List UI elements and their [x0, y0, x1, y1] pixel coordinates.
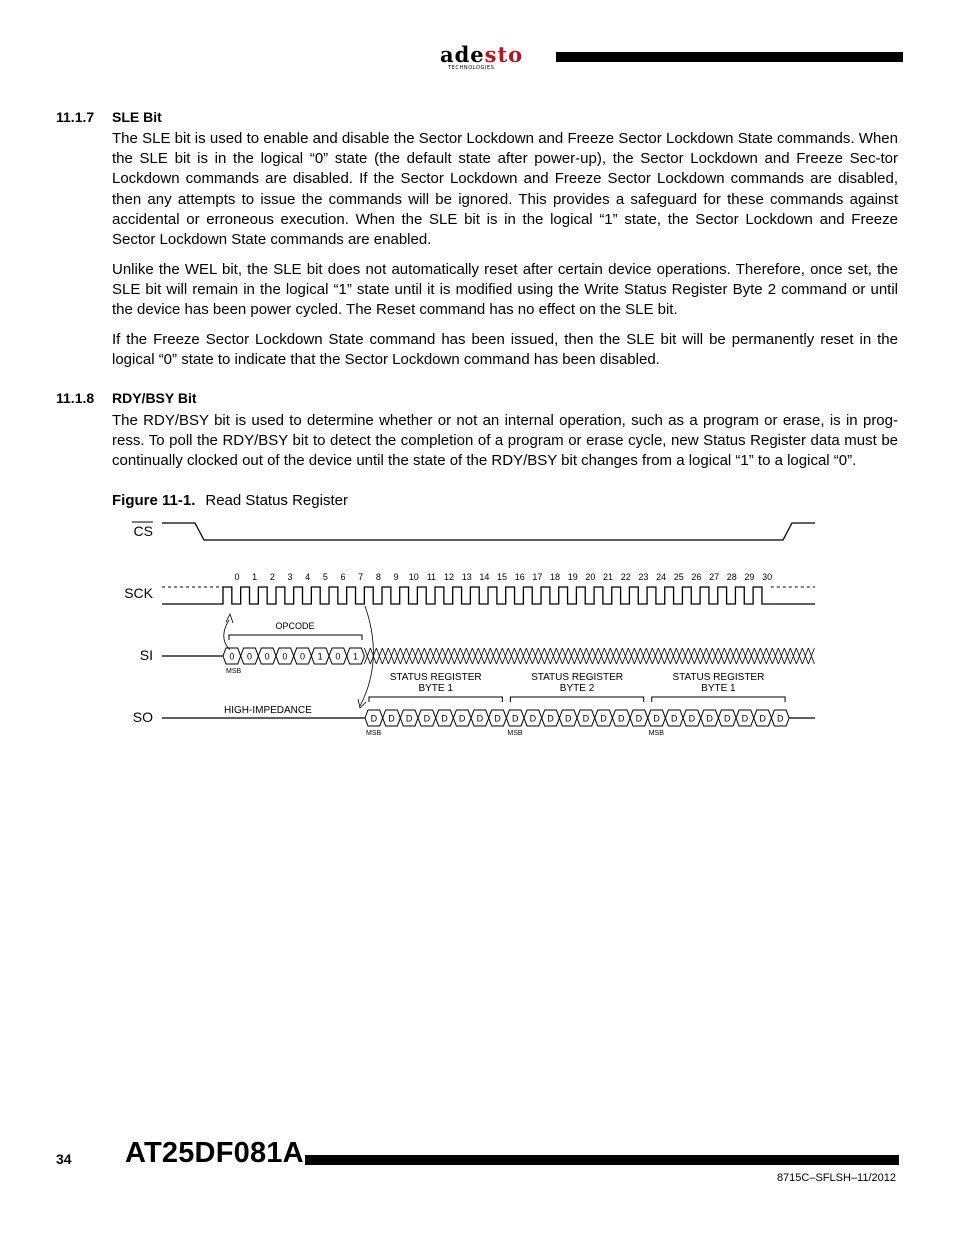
clock-edge-arrow: [360, 606, 373, 706]
status-register-byte-label: BYTE 1: [701, 683, 736, 694]
so-data-bit: D: [635, 713, 643, 724]
so-data-bit: D: [688, 713, 696, 724]
si-dont-care-hatch: [364, 648, 814, 664]
so-data-bit: D: [511, 713, 519, 724]
logo-main-text: ade: [440, 42, 485, 67]
clock-number: 11: [426, 572, 437, 582]
so-data-bit: D: [670, 713, 678, 724]
clock-number: 26: [691, 572, 702, 582]
so-data-bit: D: [564, 713, 572, 724]
so-data-bit: D: [441, 713, 448, 724]
arrow-head: [226, 614, 233, 623]
logo-subtitle: TECHNOLOGIES: [448, 65, 495, 71]
so-data-bit: D: [741, 713, 749, 724]
clock-number: 17: [532, 572, 543, 582]
clock-number: 0: [234, 572, 240, 582]
status-register-label: STATUS REGISTER: [672, 672, 765, 683]
byte-brace: [369, 697, 502, 702]
so-data-bit: D: [776, 713, 784, 724]
sck-label: SCK: [124, 585, 153, 601]
opcode-bit: 0: [335, 651, 341, 662]
msb-label: MSB: [226, 668, 242, 675]
opcode-label: OPCODE: [275, 621, 315, 631]
clock-number: 22: [620, 572, 631, 582]
opcode-bit: 0: [246, 651, 253, 662]
sck-waveform: [162, 587, 771, 604]
clock-number: 30: [762, 572, 773, 582]
so-data-bit: D: [423, 713, 431, 724]
opcode-bit: 1: [353, 651, 359, 662]
msb-label: MSB: [648, 730, 664, 737]
clock-number: 15: [497, 572, 508, 582]
so-data-bit: D: [600, 713, 607, 724]
so-data-bit: D: [529, 713, 537, 724]
so-data-bit: D: [723, 713, 731, 724]
clock-number: 13: [461, 572, 472, 582]
byte-brace: [510, 697, 643, 702]
clock-number: 16: [514, 572, 525, 582]
cs-label: CS: [133, 523, 153, 539]
so-data-bit: D: [706, 713, 713, 724]
clock-number: 8: [375, 572, 381, 582]
clock-number: 20: [585, 572, 596, 582]
clock-number: 19: [567, 572, 578, 582]
so-data-bit: D: [759, 713, 766, 724]
figure-title: Read Status Register: [205, 492, 348, 509]
product-name: AT25DF081A: [125, 1137, 304, 1169]
opcode-bit: 0: [282, 651, 288, 662]
paragraph: The SLE bit is used to enable and disable the Sector Lockdown and Freeze Sector Lockdown State commands. When the SLE bit is in the logical “0” state (the default state after power-up), the Sector Lockdown and Freeze Sec-tor Lockdown commands are disabled. If the Sector Lockdown and Freeze Sector Lockdown commands are disabled, then any attempts to issue the commands will be ignored. This provides a safeguard for these commands against accidental or erroneous execution. When the SLE bit is in the logical “1” state, the Sector Lockdown and Freeze Sector Lockdown State commands are enabled.: [112, 130, 898, 249]
clock-number: 1: [252, 572, 258, 582]
paragraph: If the Freeze Sector Lockdown State command has been issued, then the SLE bit will be permanently reset in the logical “0” state to indicate that the Sector Lockdown command has been disabled.: [112, 331, 898, 369]
so-data-bit: D: [494, 713, 501, 724]
clock-number: 2: [269, 572, 275, 582]
opcode-brace: [229, 635, 362, 640]
so-data-bit: D: [547, 713, 554, 724]
clock-number: 27: [709, 572, 720, 582]
page-number: 34: [56, 1151, 72, 1167]
opcode-bit: 0: [264, 651, 270, 662]
clock-number: 10: [408, 572, 419, 582]
clock-number: 29: [744, 572, 755, 582]
high-impedance-label: HIGH-IMPEDANCE: [224, 705, 312, 716]
so-data-bit: D: [458, 713, 466, 724]
clock-number: 6: [340, 572, 346, 582]
cs-waveform: [162, 523, 815, 540]
logo-accent-text: sto: [484, 42, 524, 67]
si-label: SI: [139, 647, 153, 663]
section-number: 11.1.7: [56, 109, 95, 125]
status-register-byte-label: BYTE 2: [559, 683, 595, 694]
section-title: RDY/BSY Bit: [112, 390, 197, 406]
opcode-bit: 0: [300, 651, 306, 662]
so-data-bit: D: [582, 713, 590, 724]
figure-label: Figure 11-1.: [112, 492, 196, 509]
status-register-byte-label: BYTE 1: [418, 683, 453, 694]
clock-number: 25: [673, 572, 684, 582]
status-register-label: STATUS REGISTER: [531, 672, 623, 683]
so-data-bit: D: [476, 713, 484, 724]
clock-number: 21: [603, 572, 614, 582]
paragraph: Unlike the WEL bit, the SLE bit does not automatically reset after certain device operations. Therefore, once set, the SLE bit will remain in the logical “1” state until it is modified using the Write Status Register Byte 2 command or until the device has been power cycled. The Reset command has no effect on the SLE bit.: [112, 261, 898, 319]
so-data-bit: D: [653, 713, 660, 724]
clock-number: 7: [358, 572, 364, 582]
paragraph: The RDY/BSY bit is used to determine whether or not an internal operation, such as a program or erase, is in prog-ress. To poll the RDY/BSY bit to detect the completion of a program or erase cycle, new Status Register data must be continually clocked out of the device until the state of the RDY/BSY bit changes from a logical “1” to a logical “0”.: [112, 412, 898, 470]
clock-number: 28: [726, 572, 737, 582]
clock-number: 14: [479, 572, 490, 582]
clock-number: 5: [322, 572, 328, 582]
byte-brace: [652, 697, 785, 702]
footer-rule: [305, 1155, 899, 1165]
so-data-bit: D: [370, 713, 378, 724]
so-label: SO: [132, 709, 153, 725]
clock-number: 18: [550, 572, 561, 582]
clock-number: 3: [287, 572, 293, 582]
clock-number: 9: [393, 572, 399, 582]
clock-number: 23: [638, 572, 649, 582]
opcode-bit: 1: [317, 651, 323, 662]
so-data-bit: D: [617, 713, 625, 724]
arrow-head: [358, 699, 366, 708]
document-code: 8715C–SFLSH–11/2012: [776, 1172, 896, 1184]
section-title: SLE Bit: [112, 109, 162, 125]
clock-number: 24: [656, 572, 667, 582]
so-data-bit: D: [388, 713, 395, 724]
status-register-label: STATUS REGISTER: [389, 672, 482, 683]
msb-label: MSB: [366, 730, 382, 737]
opcode-bit: 0: [229, 651, 235, 662]
msb-label: MSB: [507, 730, 523, 737]
clock-number: 4: [305, 572, 311, 582]
clock-number: 12: [444, 572, 455, 582]
section-number: 11.1.8: [56, 390, 95, 406]
so-data-bit: D: [405, 713, 413, 724]
